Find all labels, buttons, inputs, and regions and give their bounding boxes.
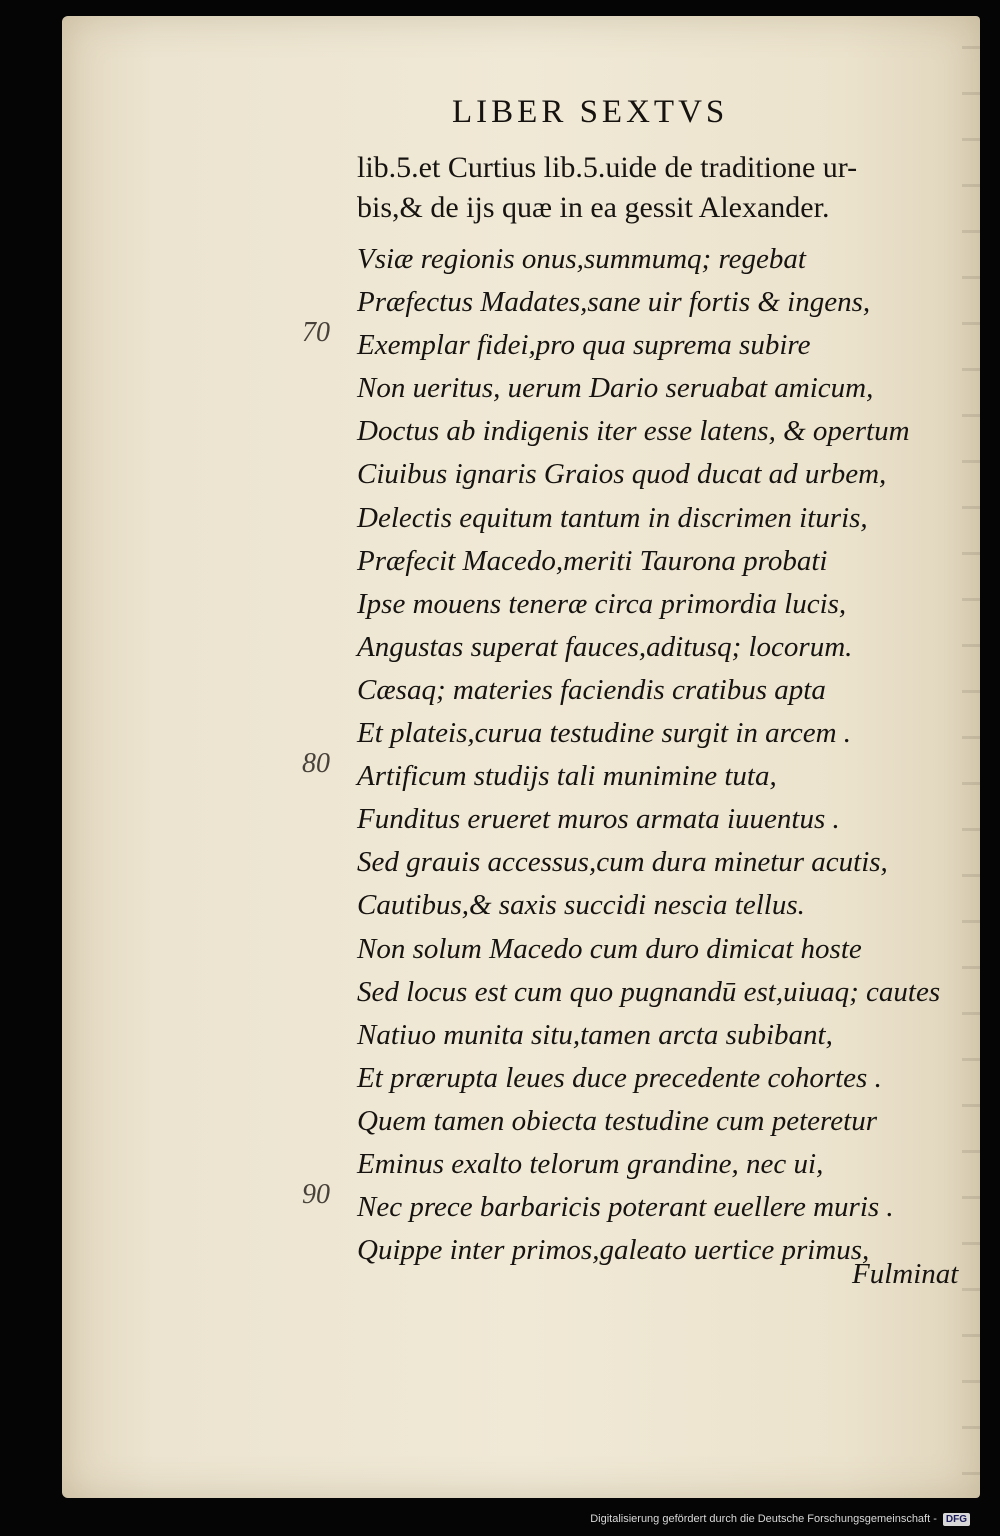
line-number: 90 bbox=[302, 1179, 330, 1210]
verse-line: Cautibus,& saxis succidi nescia tellus. bbox=[357, 889, 805, 922]
prose-note bbox=[357, 148, 857, 228]
catchword: Fulminat bbox=[852, 1258, 959, 1290]
credit-text: Digitalisierung gefördert durch die Deutsche Forschungsgemeinschaft - bbox=[590, 1513, 937, 1525]
verse-line: Artificum studijs tali munimine tuta, bbox=[357, 760, 777, 793]
verse-line: Non ueritus, uerum Dario seruabat amicum, bbox=[357, 372, 874, 405]
verse-line: Quem tamen obiecta testudine cum peteretur bbox=[357, 1104, 877, 1137]
line-number: 80 bbox=[302, 748, 330, 779]
verse-block bbox=[357, 238, 940, 1272]
verse-line: Eminus exalto telorum grandine, nec ui, bbox=[357, 1147, 824, 1180]
verse-line: Sed grauis accessus,cum dura minetur acutis, bbox=[357, 846, 888, 879]
verse-line: Natiuo munita situ,tamen arcta subibant, bbox=[357, 1018, 833, 1051]
verse-line: Ciuibus ignaris Graios quod ducat ad urbem, bbox=[357, 458, 887, 491]
verse-line: Nec prece barbaricis poterant euellere muris . bbox=[357, 1191, 894, 1224]
verse-line: Vsiæ regionis onus,summumq; regebat bbox=[357, 243, 806, 275]
dfg-logo: DFG bbox=[943, 1513, 970, 1526]
verse-line: Sed locus est cum quo pugnandū est,uiuaq; cautes bbox=[357, 975, 941, 1008]
verse-line: Cæsaq; materies faciendis cratibus apta bbox=[357, 673, 826, 706]
book-page bbox=[62, 16, 980, 1498]
prose-line: lib.5.et Curtius lib.5.uide de traditione ur- bbox=[357, 151, 858, 184]
verse-line: Præfecit Macedo,meriti Taurona probati bbox=[357, 544, 828, 577]
verse-line: Præfectus Madates,sane uir fortis & ingens, bbox=[357, 286, 871, 319]
running-header: LIBER SEXTVS bbox=[452, 94, 729, 130]
line-number: 70 bbox=[302, 317, 330, 348]
verse-line: Et prærupta leues duce precedente cohortes . bbox=[357, 1061, 882, 1094]
verse-line: Et plateis,curua testudine surgit in arcem . bbox=[357, 717, 852, 750]
verse-line: Ipse mouens teneræ circa primordia lucis, bbox=[357, 587, 847, 620]
prose-line: bis,& de ijs quæ in ea gessit Alexander. bbox=[357, 191, 830, 224]
verse-line: Exemplar fidei,pro qua suprema subire bbox=[357, 329, 811, 362]
bleed-through bbox=[962, 46, 980, 1486]
verse-line: Funditus erueret muros armata iuuentus . bbox=[357, 803, 840, 836]
verse-line: Non solum Macedo cum duro dimicat hoste bbox=[357, 932, 862, 965]
verse-line: Doctus ab indigenis iter esse latens, & opertum bbox=[357, 415, 910, 448]
verse-line: Angustas superat fauces,aditusq; locorum. bbox=[357, 630, 853, 663]
verse-line: Quippe inter primos,galeato uertice primus, bbox=[357, 1234, 870, 1267]
verse-line: Delectis equitum tantum in discrimen ituris, bbox=[357, 501, 868, 534]
digitization-credit bbox=[590, 1508, 970, 1530]
